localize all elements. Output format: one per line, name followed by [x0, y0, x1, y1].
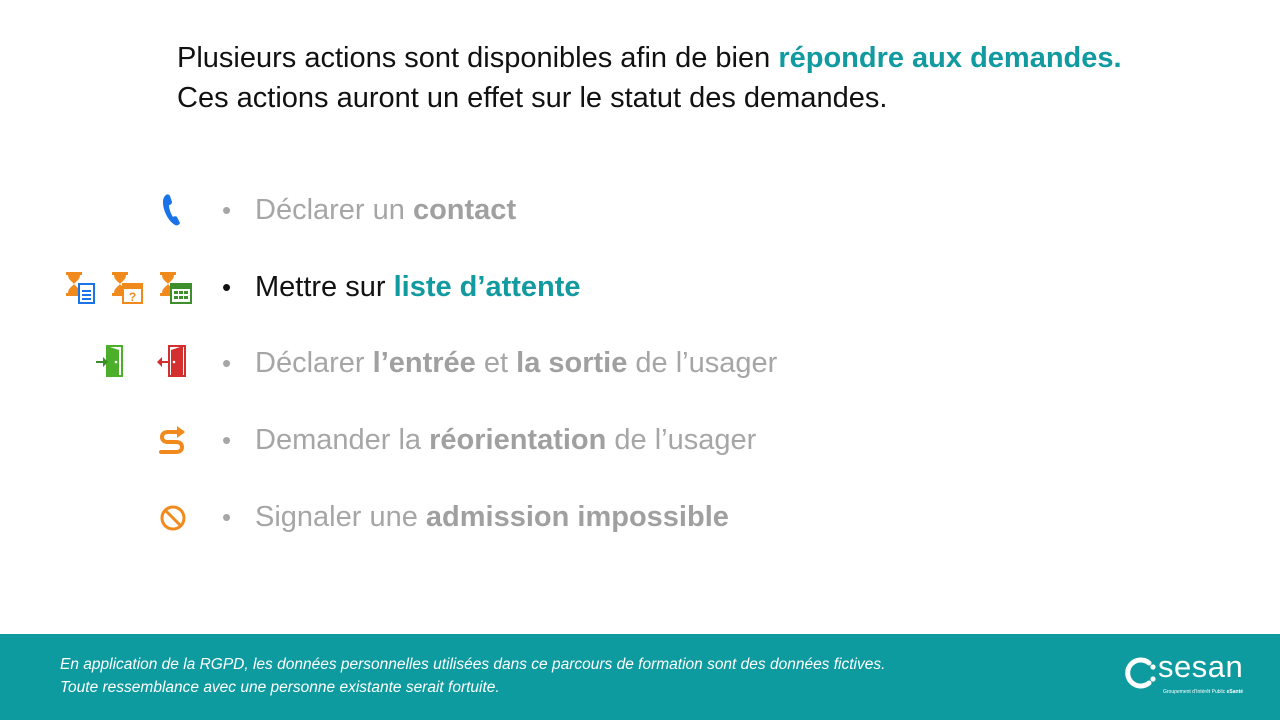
bullet: •	[222, 272, 232, 302]
action-label-admission-impossible: Signaler une admission impossible	[255, 501, 729, 533]
gdpr-notice-line-1: En application de la RGPD, les données personnelles utilisées dans ce parcours de formation sont des données fictives.	[60, 656, 886, 673]
waitlist-question-icon	[109, 270, 143, 304]
bullet: •	[222, 502, 232, 532]
svg-text:?: ?	[128, 290, 137, 304]
bullet: •	[222, 348, 232, 378]
action-item-admission-impossible	[0, 498, 1280, 538]
sesan-logo-wordmark: sesan	[1158, 649, 1244, 684]
intro-highlight: répondre aux demandes.	[778, 42, 1122, 74]
gdpr-notice	[60, 653, 885, 699]
intro-text	[177, 38, 1122, 118]
door-enter-icon	[95, 344, 125, 378]
action-item-waitlist	[0, 268, 1280, 308]
sesan-logo	[1122, 651, 1252, 703]
action-label-waitlist: Mettre sur liste d’attente	[255, 271, 581, 303]
intro-line-1: Plusieurs actions sont disponibles afin de bien répondre aux demandes.	[177, 42, 1122, 74]
reorientation-icon	[158, 425, 188, 457]
waitlist-calendar-icon	[157, 270, 193, 304]
action-label-reorientation: Demander la réorientation de l’usager	[255, 424, 757, 456]
action-item-contact	[0, 191, 1280, 231]
sesan-logo-tagline: Groupement d’Intérêt Public eSanté	[1163, 689, 1244, 695]
prohibited-icon	[159, 504, 187, 532]
footer-banner	[0, 634, 1280, 720]
bullet: •	[222, 195, 232, 225]
action-item-entry-exit	[0, 344, 1280, 384]
action-item-reorientation	[0, 421, 1280, 461]
gdpr-notice-line-2: Toute ressemblance avec une personne existante serait fortuite.	[60, 679, 500, 696]
bullet: •	[222, 425, 232, 455]
action-label-contact: Déclarer un contact	[255, 194, 517, 226]
intro-line-2: Ces actions auront un effet sur le statut des demandes.	[177, 82, 888, 114]
phone-icon	[160, 193, 186, 227]
sesan-logo-mark-icon	[1122, 655, 1158, 691]
door-exit-icon	[157, 344, 189, 378]
action-label-entry-exit: Déclarer l’entrée et la sortie de l’usager	[255, 347, 778, 379]
waitlist-document-icon	[63, 270, 95, 304]
